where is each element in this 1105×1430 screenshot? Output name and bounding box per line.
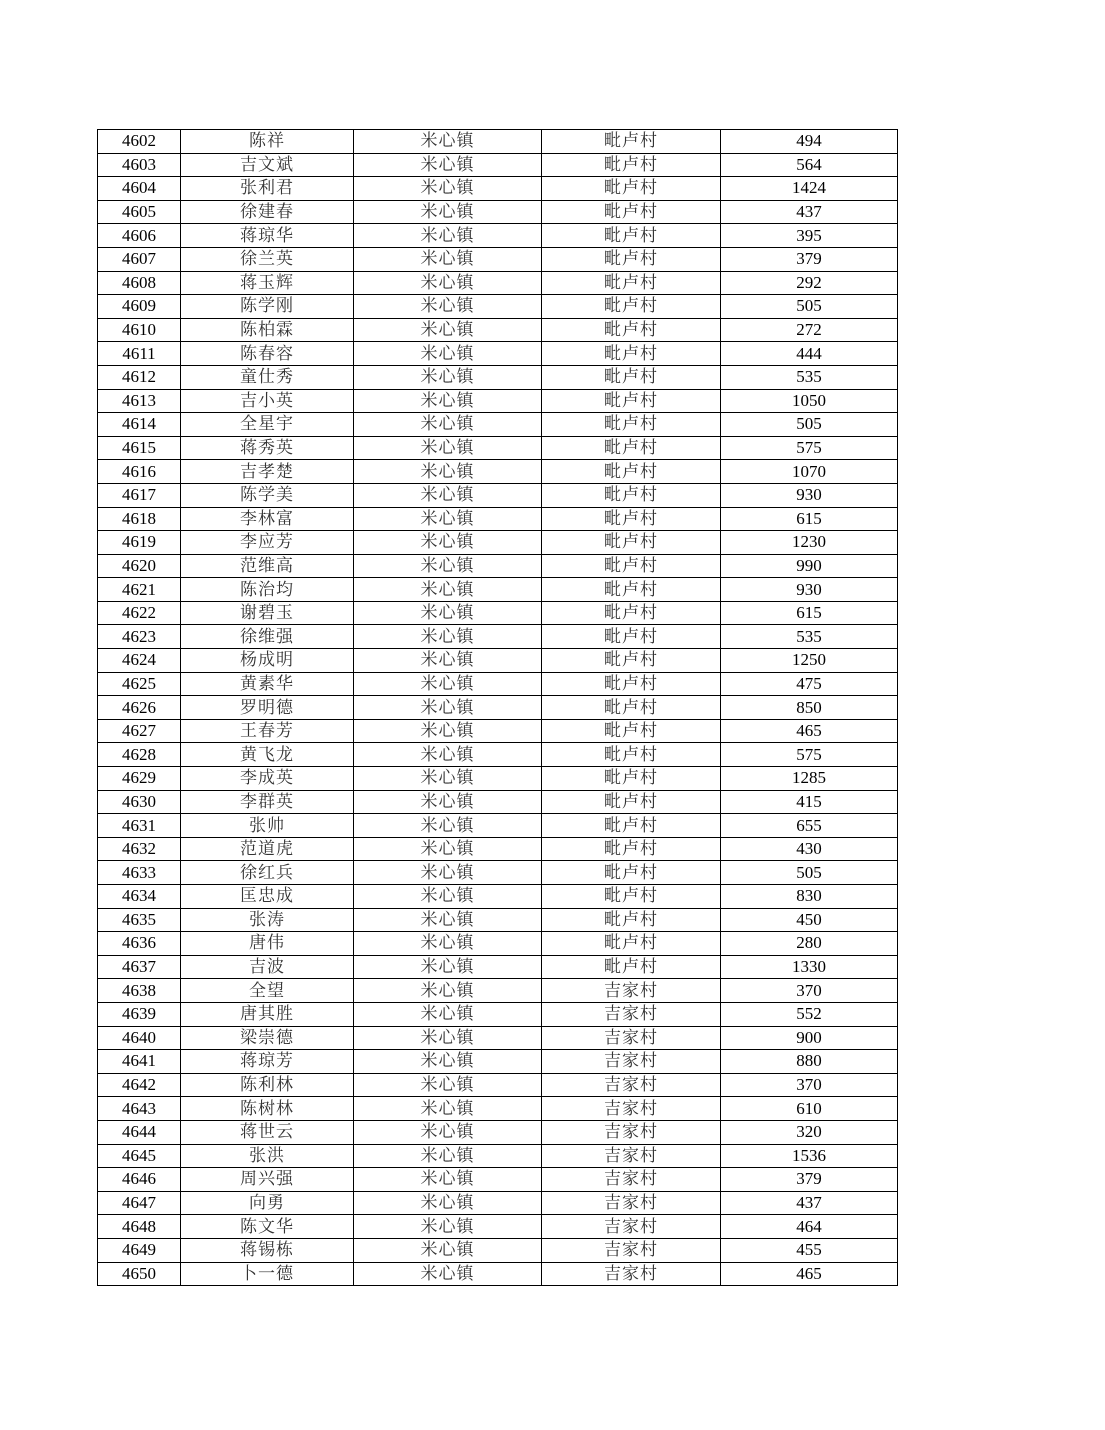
table-row — [98, 767, 898, 791]
town-cell: 米心镇 — [354, 1191, 542, 1215]
id-cell: 4650 — [98, 1262, 181, 1286]
table-row — [98, 649, 898, 673]
id-cell: 4619 — [98, 531, 181, 555]
table-row — [98, 837, 898, 861]
table-row — [98, 483, 898, 507]
table-row — [98, 1144, 898, 1168]
town-cell: 米心镇 — [354, 578, 542, 602]
town-cell: 米心镇 — [354, 1262, 542, 1286]
village-cell: 毗卢村 — [542, 130, 721, 154]
id-cell: 4614 — [98, 413, 181, 437]
town-cell: 米心镇 — [354, 955, 542, 979]
name-cell: 徐兰英 — [181, 247, 354, 271]
amount-cell: 575 — [721, 743, 898, 767]
village-cell: 毗卢村 — [542, 790, 721, 814]
amount-cell: 615 — [721, 507, 898, 531]
id-cell: 4645 — [98, 1144, 181, 1168]
name-cell: 唐伟 — [181, 932, 354, 956]
name-cell: 罗明德 — [181, 696, 354, 720]
table-row — [98, 507, 898, 531]
town-cell: 米心镇 — [354, 885, 542, 909]
town-cell: 米心镇 — [354, 1144, 542, 1168]
village-cell: 毗卢村 — [542, 696, 721, 720]
id-cell: 4637 — [98, 955, 181, 979]
name-cell: 陈文华 — [181, 1215, 354, 1239]
amount-cell: 465 — [721, 1262, 898, 1286]
amount-cell: 1536 — [721, 1144, 898, 1168]
amount-cell: 437 — [721, 1191, 898, 1215]
village-cell: 毗卢村 — [542, 436, 721, 460]
table-row — [98, 436, 898, 460]
table-row — [98, 814, 898, 838]
name-cell: 徐维强 — [181, 625, 354, 649]
town-cell: 米心镇 — [354, 1002, 542, 1026]
id-cell: 4624 — [98, 649, 181, 673]
village-cell: 毗卢村 — [542, 271, 721, 295]
village-cell: 吉家村 — [542, 1050, 721, 1074]
town-cell: 米心镇 — [354, 436, 542, 460]
village-cell: 毗卢村 — [542, 649, 721, 673]
amount-cell: 450 — [721, 908, 898, 932]
village-cell: 毗卢村 — [542, 814, 721, 838]
name-cell: 陈春容 — [181, 342, 354, 366]
id-cell: 4631 — [98, 814, 181, 838]
id-cell: 4648 — [98, 1215, 181, 1239]
table-body — [98, 130, 898, 1286]
town-cell: 米心镇 — [354, 130, 542, 154]
id-cell: 4616 — [98, 460, 181, 484]
table-row — [98, 460, 898, 484]
name-cell: 王春芳 — [181, 719, 354, 743]
id-cell: 4639 — [98, 1002, 181, 1026]
name-cell: 向勇 — [181, 1191, 354, 1215]
town-cell: 米心镇 — [354, 318, 542, 342]
town-cell: 米心镇 — [354, 672, 542, 696]
town-cell: 米心镇 — [354, 790, 542, 814]
name-cell: 谢碧玉 — [181, 601, 354, 625]
table-row — [98, 200, 898, 224]
town-cell: 米心镇 — [354, 1050, 542, 1074]
amount-cell: 535 — [721, 625, 898, 649]
amount-cell: 379 — [721, 1168, 898, 1192]
name-cell: 李群英 — [181, 790, 354, 814]
amount-cell: 1050 — [721, 389, 898, 413]
amount-cell: 444 — [721, 342, 898, 366]
amount-cell: 564 — [721, 153, 898, 177]
town-cell: 米心镇 — [354, 837, 542, 861]
village-cell: 毗卢村 — [542, 743, 721, 767]
id-cell: 4628 — [98, 743, 181, 767]
town-cell: 米心镇 — [354, 224, 542, 248]
town-cell: 米心镇 — [354, 767, 542, 791]
village-cell: 吉家村 — [542, 1144, 721, 1168]
name-cell: 张帅 — [181, 814, 354, 838]
amount-cell: 655 — [721, 814, 898, 838]
village-cell: 吉家村 — [542, 1097, 721, 1121]
table-row — [98, 554, 898, 578]
town-cell: 米心镇 — [354, 247, 542, 271]
town-cell: 米心镇 — [354, 271, 542, 295]
id-cell: 4643 — [98, 1097, 181, 1121]
amount-cell: 465 — [721, 719, 898, 743]
id-cell: 4608 — [98, 271, 181, 295]
id-cell: 4642 — [98, 1073, 181, 1097]
amount-cell: 1070 — [721, 460, 898, 484]
id-cell: 4607 — [98, 247, 181, 271]
table-row — [98, 1002, 898, 1026]
table-row — [98, 342, 898, 366]
name-cell: 梁崇德 — [181, 1026, 354, 1050]
name-cell: 张洪 — [181, 1144, 354, 1168]
id-cell: 4604 — [98, 177, 181, 201]
table-row — [98, 1262, 898, 1286]
name-cell: 范维高 — [181, 554, 354, 578]
name-cell: 吉文斌 — [181, 153, 354, 177]
village-cell: 吉家村 — [542, 1002, 721, 1026]
town-cell: 米心镇 — [354, 153, 542, 177]
table-row — [98, 790, 898, 814]
id-cell: 4617 — [98, 483, 181, 507]
town-cell: 米心镇 — [354, 413, 542, 437]
village-cell: 吉家村 — [542, 1191, 721, 1215]
amount-cell: 1285 — [721, 767, 898, 791]
table-row — [98, 153, 898, 177]
table-row — [98, 696, 898, 720]
name-cell: 蒋玉辉 — [181, 271, 354, 295]
table-row — [98, 531, 898, 555]
amount-cell: 505 — [721, 413, 898, 437]
amount-cell: 1250 — [721, 649, 898, 673]
amount-cell: 1330 — [721, 955, 898, 979]
name-cell: 陈柏霖 — [181, 318, 354, 342]
village-cell: 吉家村 — [542, 1026, 721, 1050]
table-row — [98, 625, 898, 649]
amount-cell: 505 — [721, 295, 898, 319]
id-cell: 4618 — [98, 507, 181, 531]
id-cell: 4603 — [98, 153, 181, 177]
id-cell: 4633 — [98, 861, 181, 885]
table-row — [98, 932, 898, 956]
village-cell: 毗卢村 — [542, 837, 721, 861]
table-row — [98, 861, 898, 885]
id-cell: 4626 — [98, 696, 181, 720]
town-cell: 米心镇 — [354, 177, 542, 201]
amount-cell: 272 — [721, 318, 898, 342]
town-cell: 米心镇 — [354, 979, 542, 1003]
id-cell: 4602 — [98, 130, 181, 154]
table-row — [98, 177, 898, 201]
table-row — [98, 389, 898, 413]
name-cell: 卜一德 — [181, 1262, 354, 1286]
village-cell: 毗卢村 — [542, 531, 721, 555]
table-row — [98, 743, 898, 767]
id-cell: 4640 — [98, 1026, 181, 1050]
id-cell: 4627 — [98, 719, 181, 743]
name-cell: 黄素华 — [181, 672, 354, 696]
village-cell: 毗卢村 — [542, 460, 721, 484]
amount-cell: 280 — [721, 932, 898, 956]
table-row — [98, 1120, 898, 1144]
amount-cell: 437 — [721, 200, 898, 224]
village-cell: 毗卢村 — [542, 601, 721, 625]
village-cell: 吉家村 — [542, 1120, 721, 1144]
village-cell: 毗卢村 — [542, 295, 721, 319]
amount-cell: 1230 — [721, 531, 898, 555]
name-cell: 李成英 — [181, 767, 354, 791]
village-cell: 毗卢村 — [542, 932, 721, 956]
table-row — [98, 295, 898, 319]
name-cell: 全望 — [181, 979, 354, 1003]
amount-cell: 464 — [721, 1215, 898, 1239]
table-row — [98, 1050, 898, 1074]
amount-cell: 505 — [721, 861, 898, 885]
name-cell: 张涛 — [181, 908, 354, 932]
amount-cell: 430 — [721, 837, 898, 861]
village-cell: 毗卢村 — [542, 200, 721, 224]
town-cell: 米心镇 — [354, 861, 542, 885]
village-cell: 毗卢村 — [542, 908, 721, 932]
id-cell: 4621 — [98, 578, 181, 602]
table-row — [98, 1073, 898, 1097]
name-cell: 全星宇 — [181, 413, 354, 437]
id-cell: 4644 — [98, 1120, 181, 1144]
table-row — [98, 130, 898, 154]
id-cell: 4646 — [98, 1168, 181, 1192]
town-cell: 米心镇 — [354, 1238, 542, 1262]
table-row — [98, 1026, 898, 1050]
town-cell: 米心镇 — [354, 625, 542, 649]
village-cell: 毗卢村 — [542, 224, 721, 248]
name-cell: 陈治均 — [181, 578, 354, 602]
table-row — [98, 247, 898, 271]
id-cell: 4622 — [98, 601, 181, 625]
village-cell: 吉家村 — [542, 1238, 721, 1262]
name-cell: 李应芳 — [181, 531, 354, 555]
table-row — [98, 908, 898, 932]
table-row — [98, 413, 898, 437]
town-cell: 米心镇 — [354, 1097, 542, 1121]
town-cell: 米心镇 — [354, 1026, 542, 1050]
village-cell: 毗卢村 — [542, 885, 721, 909]
table-row — [98, 1191, 898, 1215]
amount-cell: 1424 — [721, 177, 898, 201]
amount-cell: 610 — [721, 1097, 898, 1121]
id-cell: 4629 — [98, 767, 181, 791]
amount-cell: 379 — [721, 247, 898, 271]
id-cell: 4615 — [98, 436, 181, 460]
amount-cell: 830 — [721, 885, 898, 909]
village-cell: 毗卢村 — [542, 318, 721, 342]
name-cell: 李林富 — [181, 507, 354, 531]
id-cell: 4649 — [98, 1238, 181, 1262]
town-cell: 米心镇 — [354, 743, 542, 767]
id-cell: 4632 — [98, 837, 181, 861]
amount-cell: 370 — [721, 1073, 898, 1097]
amount-cell: 455 — [721, 1238, 898, 1262]
town-cell: 米心镇 — [354, 1168, 542, 1192]
town-cell: 米心镇 — [354, 696, 542, 720]
village-cell: 毗卢村 — [542, 365, 721, 389]
town-cell: 米心镇 — [354, 649, 542, 673]
amount-cell: 850 — [721, 696, 898, 720]
name-cell: 陈祥 — [181, 130, 354, 154]
amount-cell: 615 — [721, 601, 898, 625]
name-cell: 童仕秀 — [181, 365, 354, 389]
table-row — [98, 1168, 898, 1192]
name-cell: 唐其胜 — [181, 1002, 354, 1026]
town-cell: 米心镇 — [354, 295, 542, 319]
table-row — [98, 672, 898, 696]
id-cell: 4606 — [98, 224, 181, 248]
id-cell: 4610 — [98, 318, 181, 342]
village-cell: 毗卢村 — [542, 507, 721, 531]
name-cell: 陈学美 — [181, 483, 354, 507]
village-cell: 毗卢村 — [542, 955, 721, 979]
village-cell: 毗卢村 — [542, 719, 721, 743]
amount-cell: 535 — [721, 365, 898, 389]
amount-cell: 320 — [721, 1120, 898, 1144]
town-cell: 米心镇 — [354, 814, 542, 838]
table-row — [98, 979, 898, 1003]
town-cell: 米心镇 — [354, 554, 542, 578]
id-cell: 4634 — [98, 885, 181, 909]
id-cell: 4625 — [98, 672, 181, 696]
village-cell: 毗卢村 — [542, 389, 721, 413]
village-cell: 毗卢村 — [542, 578, 721, 602]
table-row — [98, 601, 898, 625]
name-cell: 黄飞龙 — [181, 743, 354, 767]
amount-cell: 395 — [721, 224, 898, 248]
name-cell: 周兴强 — [181, 1168, 354, 1192]
id-cell: 4636 — [98, 932, 181, 956]
id-cell: 4611 — [98, 342, 181, 366]
id-cell: 4613 — [98, 389, 181, 413]
village-cell: 吉家村 — [542, 1073, 721, 1097]
town-cell: 米心镇 — [354, 719, 542, 743]
amount-cell: 475 — [721, 672, 898, 696]
id-cell: 4635 — [98, 908, 181, 932]
table-row — [98, 271, 898, 295]
id-cell: 4612 — [98, 365, 181, 389]
town-cell: 米心镇 — [354, 200, 542, 224]
name-cell: 杨成明 — [181, 649, 354, 673]
town-cell: 米心镇 — [354, 1120, 542, 1144]
name-cell: 陈学刚 — [181, 295, 354, 319]
village-cell: 毗卢村 — [542, 247, 721, 271]
name-cell: 范道虎 — [181, 837, 354, 861]
table-row — [98, 224, 898, 248]
town-cell: 米心镇 — [354, 1073, 542, 1097]
table-row — [98, 318, 898, 342]
village-cell: 毗卢村 — [542, 177, 721, 201]
village-cell: 吉家村 — [542, 1262, 721, 1286]
village-cell: 毗卢村 — [542, 767, 721, 791]
town-cell: 米心镇 — [354, 1215, 542, 1239]
village-cell: 毗卢村 — [542, 625, 721, 649]
town-cell: 米心镇 — [354, 460, 542, 484]
name-cell: 张利君 — [181, 177, 354, 201]
amount-cell: 880 — [721, 1050, 898, 1074]
village-cell: 毗卢村 — [542, 342, 721, 366]
id-cell: 4623 — [98, 625, 181, 649]
id-cell: 4641 — [98, 1050, 181, 1074]
name-cell: 蒋琼华 — [181, 224, 354, 248]
town-cell: 米心镇 — [354, 365, 542, 389]
village-cell: 毗卢村 — [542, 672, 721, 696]
id-cell: 4605 — [98, 200, 181, 224]
town-cell: 米心镇 — [354, 908, 542, 932]
table-row — [98, 578, 898, 602]
name-cell: 徐红兵 — [181, 861, 354, 885]
town-cell: 米心镇 — [354, 483, 542, 507]
village-cell: 毗卢村 — [542, 153, 721, 177]
name-cell: 徐建春 — [181, 200, 354, 224]
table-row — [98, 1097, 898, 1121]
village-cell: 吉家村 — [542, 979, 721, 1003]
name-cell: 蒋琼芳 — [181, 1050, 354, 1074]
amount-cell: 552 — [721, 1002, 898, 1026]
name-cell: 蒋秀英 — [181, 436, 354, 460]
amount-cell: 292 — [721, 271, 898, 295]
id-cell: 4638 — [98, 979, 181, 1003]
name-cell: 匡忠成 — [181, 885, 354, 909]
table-row — [98, 885, 898, 909]
table-row — [98, 365, 898, 389]
amount-cell: 575 — [721, 436, 898, 460]
village-cell: 吉家村 — [542, 1168, 721, 1192]
amount-cell: 900 — [721, 1026, 898, 1050]
table-row — [98, 719, 898, 743]
town-cell: 米心镇 — [354, 601, 542, 625]
name-cell: 陈树林 — [181, 1097, 354, 1121]
amount-cell: 930 — [721, 578, 898, 602]
table-row — [98, 955, 898, 979]
amount-cell: 370 — [721, 979, 898, 1003]
village-cell: 吉家村 — [542, 1215, 721, 1239]
amount-cell: 415 — [721, 790, 898, 814]
town-cell: 米心镇 — [354, 932, 542, 956]
id-cell: 4647 — [98, 1191, 181, 1215]
id-cell: 4620 — [98, 554, 181, 578]
village-cell: 毗卢村 — [542, 483, 721, 507]
id-cell: 4630 — [98, 790, 181, 814]
town-cell: 米心镇 — [354, 507, 542, 531]
name-cell: 蒋世云 — [181, 1120, 354, 1144]
data-table — [97, 129, 898, 1286]
amount-cell: 930 — [721, 483, 898, 507]
id-cell: 4609 — [98, 295, 181, 319]
village-cell: 毗卢村 — [542, 554, 721, 578]
amount-cell: 990 — [721, 554, 898, 578]
name-cell: 蒋锡栋 — [181, 1238, 354, 1262]
village-cell: 毗卢村 — [542, 413, 721, 437]
town-cell: 米心镇 — [354, 531, 542, 555]
name-cell: 吉波 — [181, 955, 354, 979]
village-cell: 毗卢村 — [542, 861, 721, 885]
name-cell: 吉孝楚 — [181, 460, 354, 484]
table-row — [98, 1215, 898, 1239]
name-cell: 吉小英 — [181, 389, 354, 413]
name-cell: 陈利林 — [181, 1073, 354, 1097]
town-cell: 米心镇 — [354, 389, 542, 413]
amount-cell: 494 — [721, 130, 898, 154]
table-row — [98, 1238, 898, 1262]
town-cell: 米心镇 — [354, 342, 542, 366]
